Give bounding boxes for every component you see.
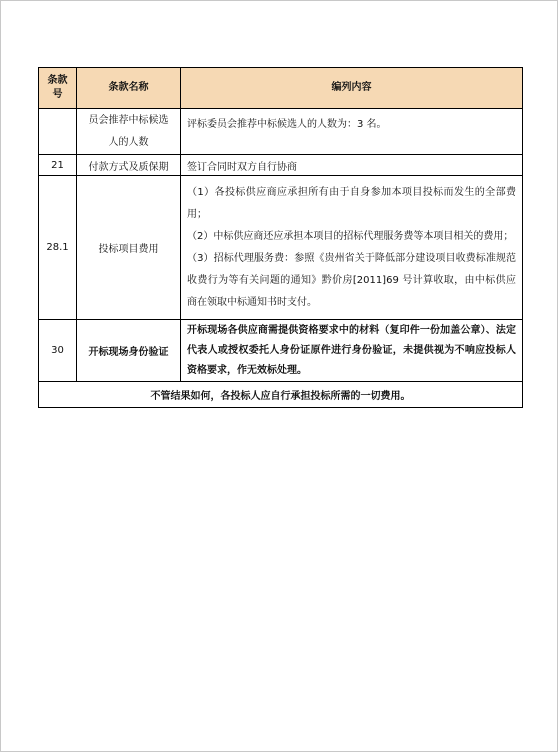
- content-paragraph: （2）中标供应商还应承担本项目的招标代理服务费等本项目相关的费用；: [187, 230, 514, 242]
- footer-note: 不管结果如何，各投标人应自行承担投标所需的一切费用。: [39, 382, 523, 408]
- content-paragraph: （1）各投标供应商应承担所有由于自身参加本项目投标而发生的全部费用；: [187, 186, 516, 220]
- header-clause-number: 条款 号: [39, 68, 77, 109]
- header-content: 编列内容: [181, 68, 523, 109]
- clause-content-cell: 开标现场各供应商需提供资格要求中的材料（复印件一份加盖公章）、法定代表人或授权委托人身份证原件进行身份验证，未提供视为不响应投标人资格要求，作无效标处理。: [181, 320, 523, 382]
- clause-name-cell: 付款方式及质保期: [77, 155, 181, 176]
- table-row: [39, 320, 523, 382]
- content-paragraph: （3）招标代理服务费：参照《贵州省关于降低部分建设项目收费标准规范收费行为等有关问题的通知》黔价房[2011]69 号计算收取，由中标供应商在领取中标通知书时支付。: [187, 252, 516, 308]
- clause-content-cell: 评标委员会推荐中标候选人的人数为：3 名。: [181, 109, 523, 155]
- clause-number-cell: 28.1: [39, 176, 77, 320]
- clause-name-cell: 员会推荐中标候选 人的人数: [77, 109, 181, 155]
- clause-number-cell: 21: [39, 155, 77, 176]
- table-header-row: [39, 68, 523, 109]
- clause-content-cell: 签订合同时双方自行协商: [181, 155, 523, 176]
- clause-name-cell: 开标现场身份验证: [77, 320, 181, 382]
- clause-number-cell: [39, 109, 77, 155]
- table-row: [39, 176, 523, 320]
- clause-number-cell: 30: [39, 320, 77, 382]
- clause-content-cell: [181, 176, 523, 320]
- clause-table: [38, 67, 523, 408]
- table-row: [39, 155, 523, 176]
- header-clause-name: 条款名称: [77, 68, 181, 109]
- clause-name-cell: 投标项目费用: [77, 176, 181, 320]
- table-footer-row: [39, 382, 523, 408]
- table-row: [39, 109, 523, 155]
